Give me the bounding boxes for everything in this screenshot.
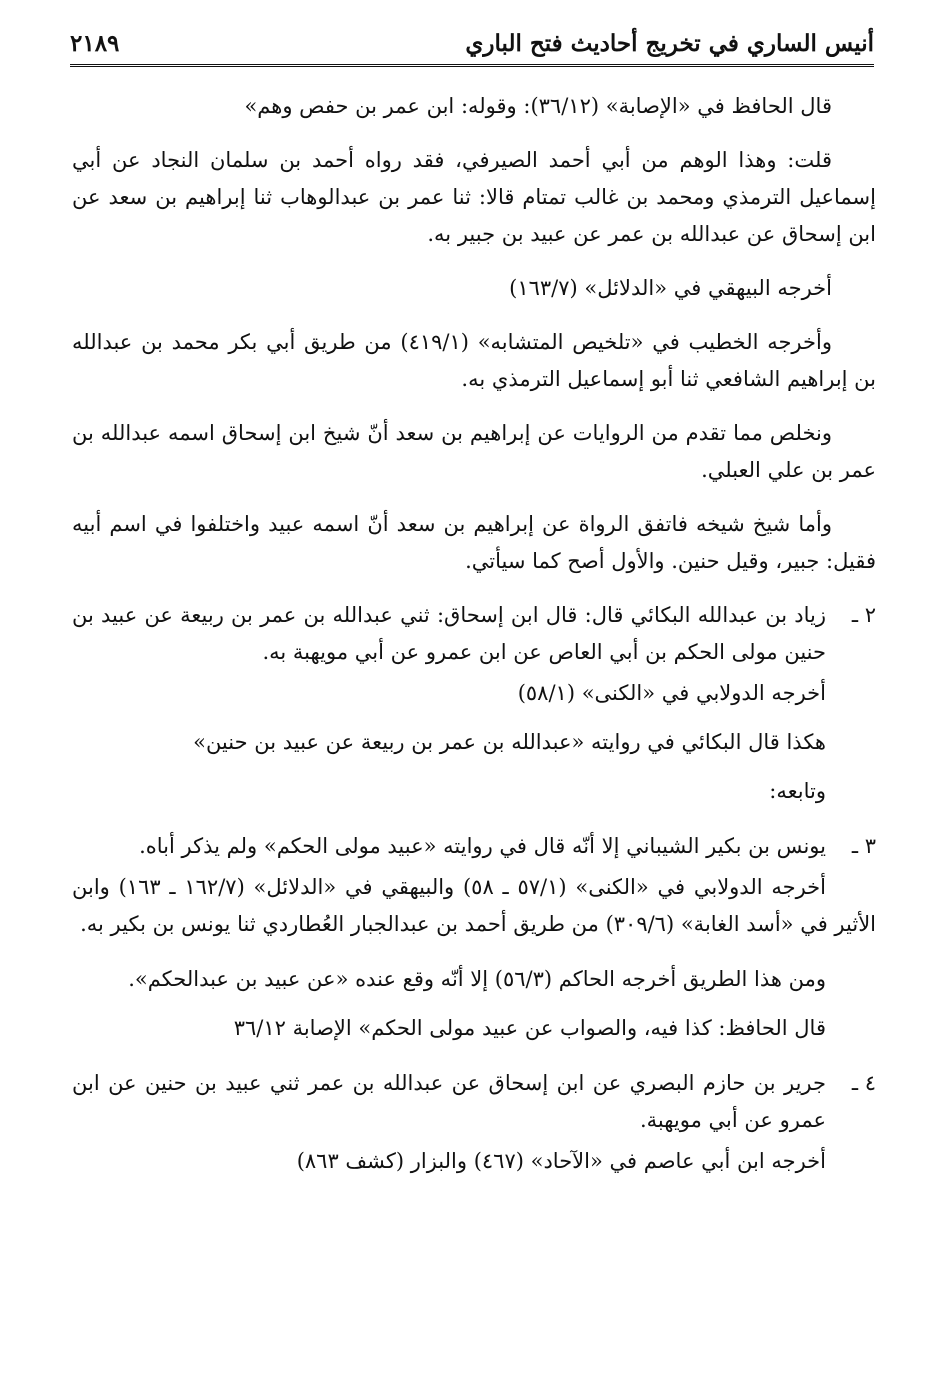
paragraph-khatib: وأخرجه الخطيب في «تلخيص المتشابه» (٤١٩/١) من طريق أبي بكر محمد بن عبدالله بن إبراهيم الشافعي ثنا أبو إسماعيل الترمذي به. — [72, 330, 876, 391]
item-text: جرير بن حازم البصري عن ابن إسحاق عن عبدالله بن عمر ثني عبيد بن حنين عن ابن عمرو عن أبي مويهبة. — [72, 1071, 826, 1132]
item-3-hafiz: قال الحافظ: كذا فيه، والصواب عن عبيد مولى الحكم» الإصابة ٣٦/١٢ — [233, 1016, 826, 1040]
book-title: أنيس الساري في تخريج أحاديث فتح الباري — [465, 30, 874, 57]
paragraph-shaykh-name: وأما شيخ شيخه فاتفق الرواة عن إبراهيم بن سعد أنّ اسمه عبيد واختلفوا في اسم أبيه فقيل: جبير، وقيل حنين. والأول أصح كما سيأتي. — [72, 512, 876, 573]
item-2-note: هكذا قال البكائي في روايته «عبدالله بن عمر بن ربيعة عن عبيد بن حنين» — [193, 730, 826, 754]
item-4-source: أخرجه ابن أبي عاصم في «الآحاد» (٤٦٧) والبزار (كشف ٨٦٣) — [296, 1149, 826, 1173]
paragraph-error-note: قلت: وهذا الوهم من أبي أحمد الصيرفي، فقد رواه أحمد بن سلمان النجاد عن أبي إسماعيل الترمذي ومحمد بن غالب تمتام قالا: ثنا عمر بن عبدالوهاب ثنا إبراهيم بن سعد عن ابن إسحاق عن عبدالله بن عمر عن عبيد بن جبير به. — [72, 148, 876, 246]
paragraph-hafiz-quote: قال الحافظ في «الإصابة» (٣٦/١٢): وقوله: ابن عمر بن حفص وهم» — [244, 94, 832, 118]
item-2-source: أخرجه الدولابي في «الكنى» (٥٨/١) — [517, 681, 826, 705]
main-text — [72, 88, 876, 1192]
item-number: ٤ ـ — [851, 1071, 876, 1095]
paragraph-bayhaqi: أخرجه البيهقي في «الدلائل» (١٦٣/٧) — [509, 276, 832, 300]
item-3-source: أخرجه الدولابي في «الكنى» (٥٧/١ ـ ٥٨) والبيهقي في «الدلائل» (١٦٢/٧ ـ ١٦٣) وابن الأثير في «أسد الغابة» (٣٠٩/٦) من طريق أحمد بن عبدالجبار العُطاردي ثنا يونس بن بكير به. — [72, 875, 876, 936]
page-number: ٢١٨٩ — [70, 30, 120, 57]
item-text: زياد بن عبدالله البكائي قال: قال ابن إسحاق: ثني عبدالله بن عمر بن ربيعة عن عبيد بن حنين مولى الحكم بن أبي العاص عن ابن عمرو عن أبي مويهبة به. — [72, 603, 826, 664]
item-number: ٢ ـ — [851, 603, 876, 627]
item-2-follow: وتابعه: — [769, 779, 826, 803]
list-item-3 — [72, 828, 876, 865]
list-item-4 — [72, 1065, 876, 1139]
item-number: ٣ ـ — [851, 834, 876, 858]
running-header — [70, 24, 874, 67]
item-text: يونس بن بكير الشيباني إلا أنّه قال في روايته «عبيد مولى الحكم» ولم يذكر أباه. — [139, 834, 826, 858]
list-item-2 — [72, 597, 876, 671]
item-3-hakim: ومن هذا الطريق أخرجه الحاكم (٥٦/٣) إلا أنّه وقع عنده «عن عبيد بن عبدالحكم». — [128, 967, 826, 991]
paragraph-conclusion: ونخلص مما تقدم من الروايات عن إبراهيم بن سعد أنّ شيخ ابن إسحاق اسمه عبدالله بن عمر بن علي العبلي. — [72, 421, 876, 482]
